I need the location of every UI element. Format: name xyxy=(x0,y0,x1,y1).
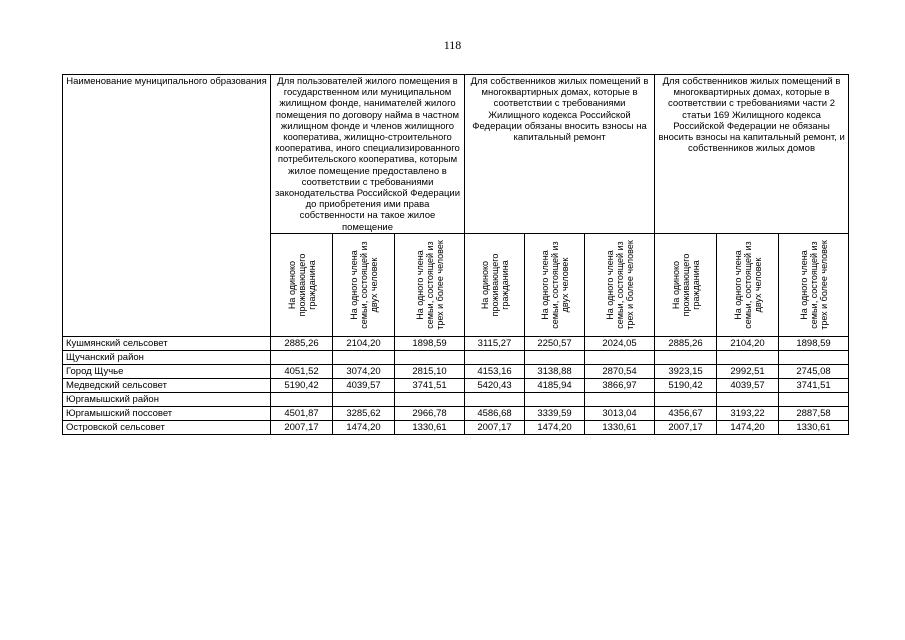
row-name: Кушмянский сельсовет xyxy=(63,336,271,350)
cell-empty xyxy=(525,350,585,364)
cell-value: 2885,26 xyxy=(271,336,333,350)
subheader-single: На одиноко проживающего гражданина xyxy=(271,233,333,336)
cell-empty xyxy=(395,350,465,364)
cell-value: 4501,87 xyxy=(271,406,333,420)
cell-value: 2104,20 xyxy=(333,336,395,350)
cell-value: 4356,67 xyxy=(655,406,717,420)
cell-value: 3115,27 xyxy=(465,336,525,350)
cell-value: 1330,61 xyxy=(585,420,655,434)
cell-empty xyxy=(717,392,779,406)
row-name: Юргамышский поссовет xyxy=(63,406,271,420)
subheader-two: На одного члена семьи, состоящей из двух человек xyxy=(333,233,395,336)
cell-empty xyxy=(525,392,585,406)
cell-value: 2870,54 xyxy=(585,364,655,378)
cell-value: 2887,58 xyxy=(779,406,849,420)
cell-empty xyxy=(333,350,395,364)
header-row-groups xyxy=(63,75,849,234)
row-name: Медведский сельсовет xyxy=(63,378,271,392)
subheader-three: На одного члена семьи, состоящей из трех и более человек xyxy=(779,233,849,336)
group-header-owners-not-obliged: Для собственников жилых помещений в многоквартирных домах, которые в соответствии с требованиями части 2 статьи 169 Жилищного кодекса Российской Федерации не обязаны вносить взносы на капитальный ремонт, и собственников жилых домов xyxy=(655,75,849,234)
cell-value: 2992,51 xyxy=(717,364,779,378)
cell-empty xyxy=(395,392,465,406)
cell-empty xyxy=(585,392,655,406)
district-name: Юргамышский район xyxy=(63,392,271,406)
cell-value: 1474,20 xyxy=(717,420,779,434)
cell-value: 1898,59 xyxy=(395,336,465,350)
cell-value: 1474,20 xyxy=(525,420,585,434)
cell-empty xyxy=(465,350,525,364)
table-row xyxy=(63,364,849,378)
cell-value: 2966,78 xyxy=(395,406,465,420)
cell-value: 2007,17 xyxy=(271,420,333,434)
table-row xyxy=(63,406,849,420)
cell-value: 1330,61 xyxy=(779,420,849,434)
subheader-single: На одиноко проживающего гражданина xyxy=(655,233,717,336)
cell-empty xyxy=(779,392,849,406)
cell-value: 3339,59 xyxy=(525,406,585,420)
cell-value: 2745,08 xyxy=(779,364,849,378)
table-row xyxy=(63,420,849,434)
cell-value: 1330,61 xyxy=(395,420,465,434)
cell-value: 4185,94 xyxy=(525,378,585,392)
cell-value: 2815,10 xyxy=(395,364,465,378)
municipality-column-header: Наименование муниципального образования xyxy=(63,75,271,337)
cell-empty xyxy=(271,392,333,406)
cell-empty xyxy=(717,350,779,364)
cell-value: 3285,62 xyxy=(333,406,395,420)
tariff-table xyxy=(62,74,849,435)
cell-value: 4051,52 xyxy=(271,364,333,378)
cell-value: 3074,20 xyxy=(333,364,395,378)
cell-value: 4039,57 xyxy=(333,378,395,392)
cell-value: 5190,42 xyxy=(655,378,717,392)
page-number: 118 xyxy=(443,38,462,52)
cell-value: 5190,42 xyxy=(271,378,333,392)
group-header-users: Для пользователей жилого помещения в государственном или муниципальном жилищном фонде, нанимателей жилого помещения по договору найма в частном жилищном фонде и членов жилищного кооператива, жилищно-строительного кооператива, иного специализированного потребительского кооператива, которым жилое помещение предоставлено в соответствии с требованиями законодательства Российской Федерации до приобретения ими права собственности на такое жилое помещение xyxy=(271,75,465,234)
subheader-three: На одного члена семьи, состоящей из трех и более человек xyxy=(585,233,655,336)
cell-value: 2007,17 xyxy=(465,420,525,434)
cell-value: 3013,04 xyxy=(585,406,655,420)
cell-empty xyxy=(271,350,333,364)
cell-value: 3866,97 xyxy=(585,378,655,392)
table-row xyxy=(63,336,849,350)
cell-empty xyxy=(465,392,525,406)
cell-value: 2104,20 xyxy=(717,336,779,350)
district-name: Щучанский район xyxy=(63,350,271,364)
cell-empty xyxy=(333,392,395,406)
cell-value: 5420,43 xyxy=(465,378,525,392)
cell-value: 2250,57 xyxy=(525,336,585,350)
cell-value: 4586,68 xyxy=(465,406,525,420)
cell-empty xyxy=(655,350,717,364)
cell-value: 2885,26 xyxy=(655,336,717,350)
district-row xyxy=(63,392,849,406)
cell-value: 1898,59 xyxy=(779,336,849,350)
group-header-owners-obliged: Для собственников жилых помещений в многоквартирных домах, которые в соответствии с требованиями Жилищного кодекса Российской Федерации обязаны вносить взносы на капитальный ремонт xyxy=(465,75,655,234)
cell-value: 3138,88 xyxy=(525,364,585,378)
subheader-three: На одного члена семьи, состоящей из трех и более человек xyxy=(395,233,465,336)
subheader-single: На одиноко проживающего гражданина xyxy=(465,233,525,336)
row-name: Город Щучье xyxy=(63,364,271,378)
cell-value: 2007,17 xyxy=(655,420,717,434)
cell-value: 2024,05 xyxy=(585,336,655,350)
cell-value: 4039,57 xyxy=(717,378,779,392)
row-name: Островской сельсовет xyxy=(63,420,271,434)
district-row xyxy=(63,350,849,364)
subheader-two: На одного члена семьи, состоящей из двух человек xyxy=(717,233,779,336)
cell-value: 3741,51 xyxy=(395,378,465,392)
cell-value: 3923,15 xyxy=(655,364,717,378)
cell-empty xyxy=(655,392,717,406)
table-row xyxy=(63,378,849,392)
cell-value: 4153,16 xyxy=(465,364,525,378)
cell-empty xyxy=(779,350,849,364)
cell-value: 3193,22 xyxy=(717,406,779,420)
subheader-two: На одного члена семьи, состоящей из двух человек xyxy=(525,233,585,336)
cell-empty xyxy=(585,350,655,364)
cell-value: 3741,51 xyxy=(779,378,849,392)
cell-value: 1474,20 xyxy=(333,420,395,434)
